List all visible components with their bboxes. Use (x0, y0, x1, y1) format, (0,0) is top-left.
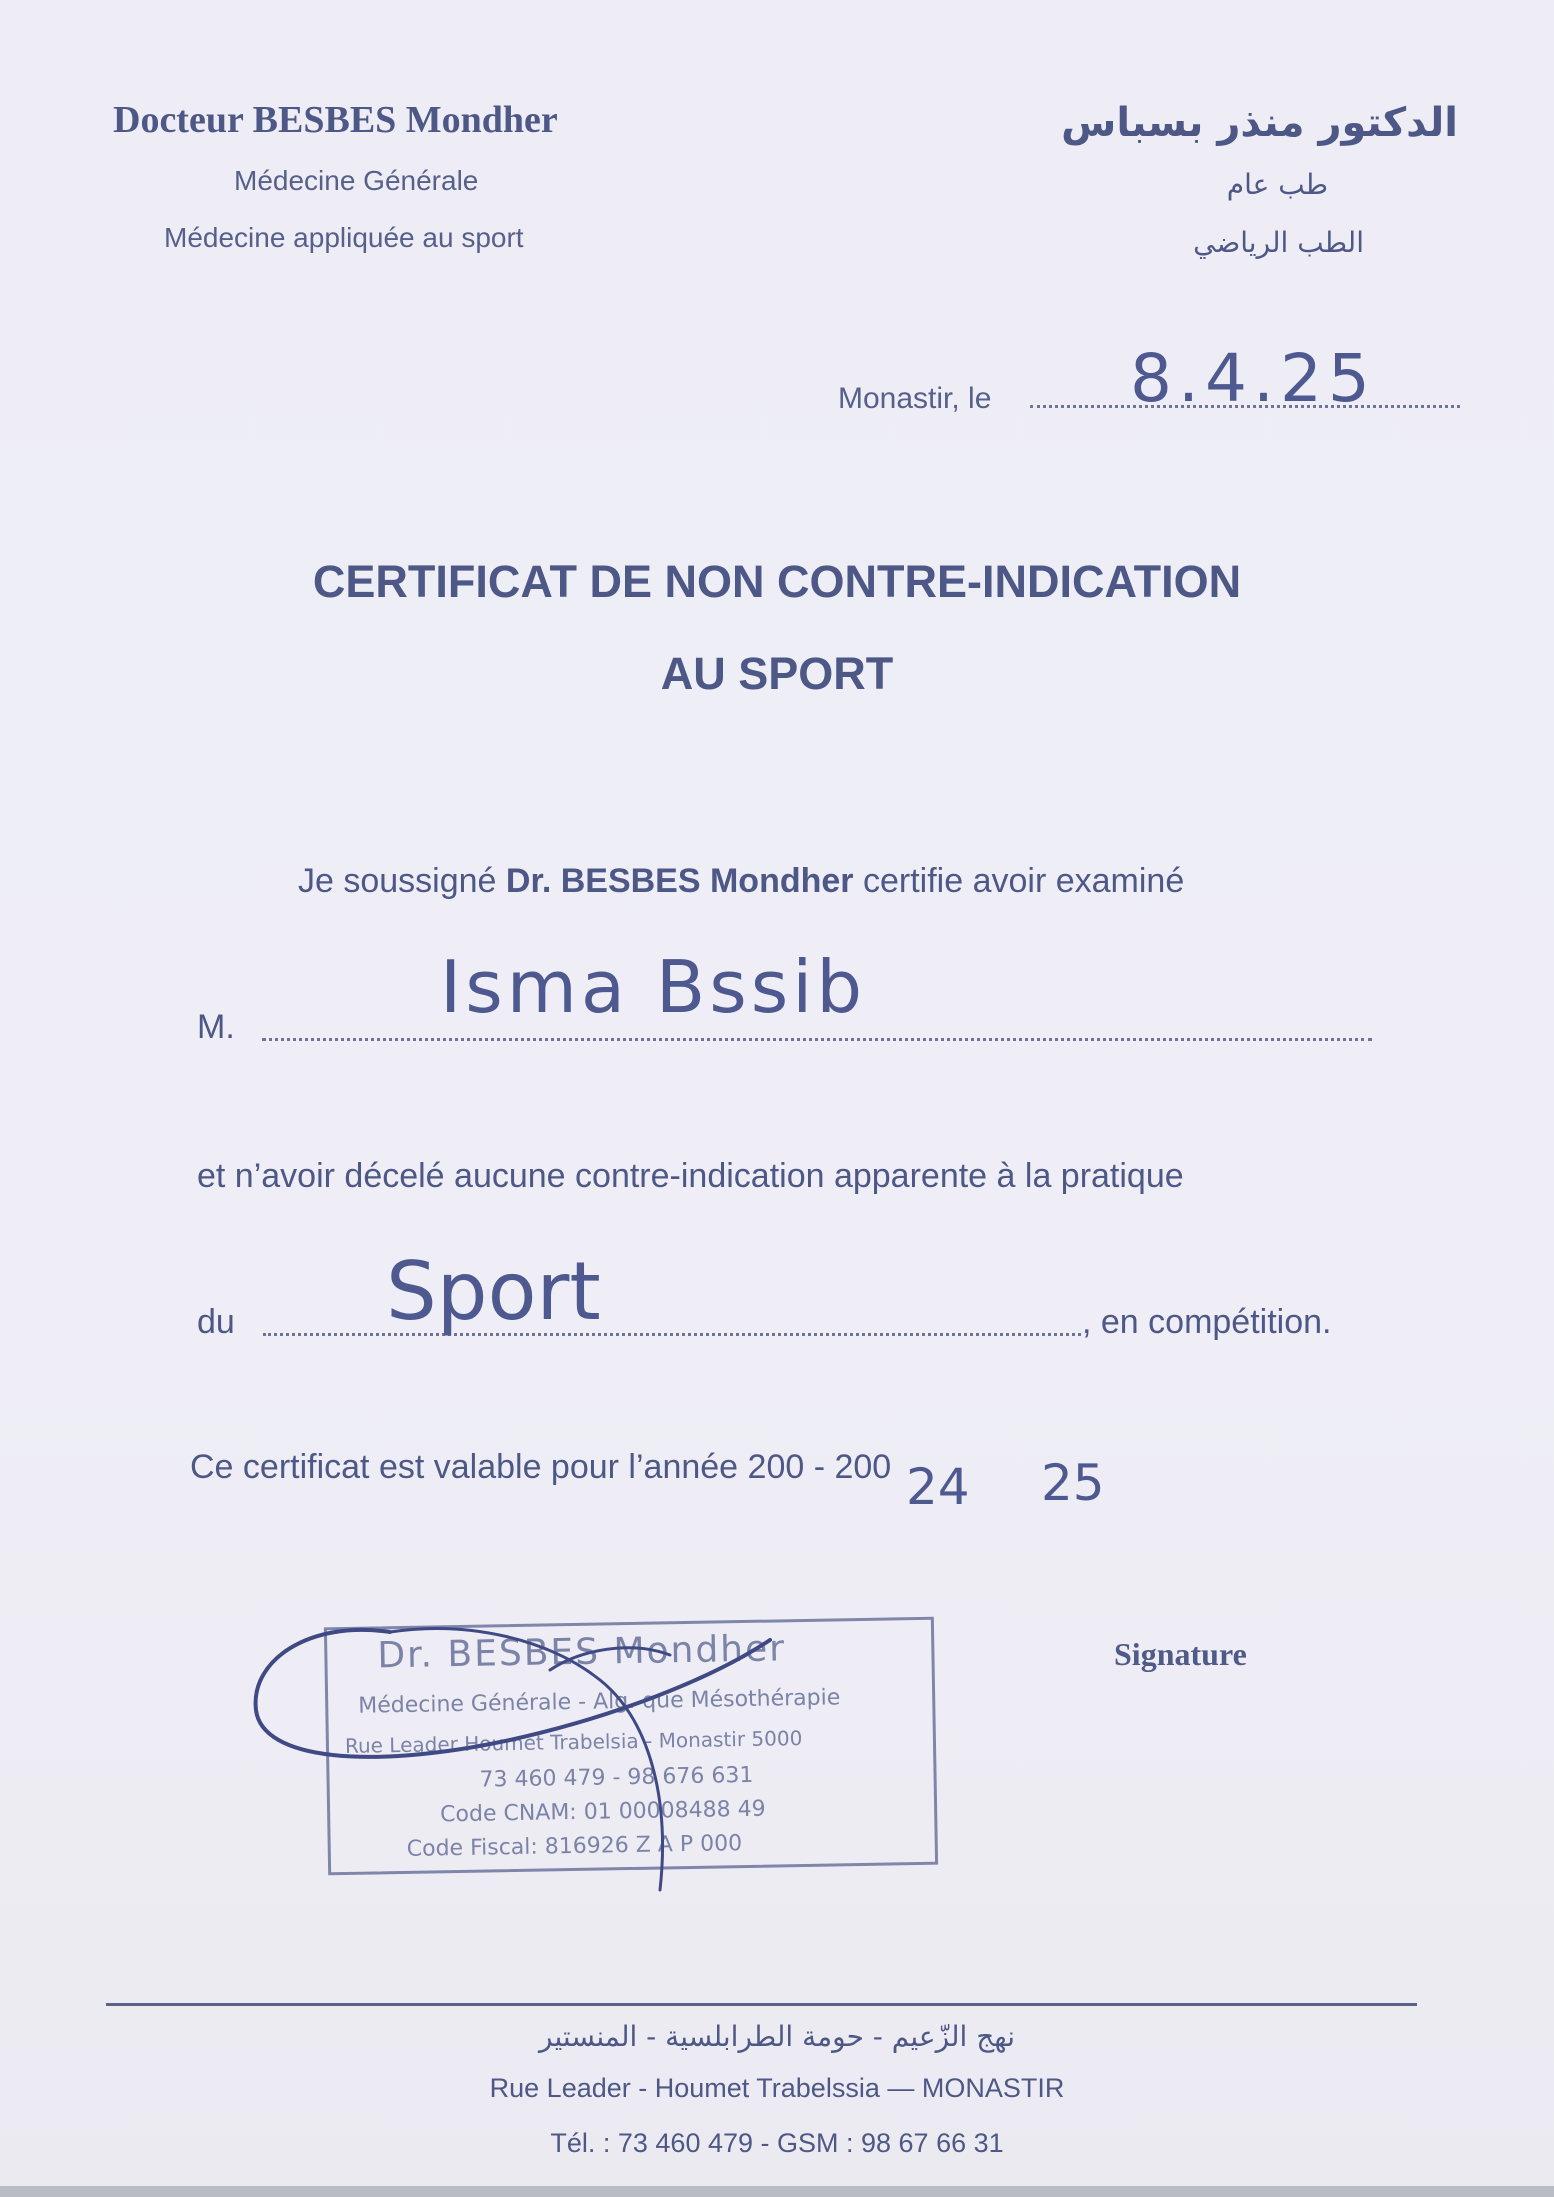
sport-label: du (197, 1303, 235, 1341)
stamp-fiscal-code: Code Fiscal: 816926 Z A P 000 (406, 1831, 743, 1862)
validity-line: Ce certificat est valable pour l’année 200 - 200 (190, 1448, 892, 1486)
footer-divider (106, 2003, 1417, 2006)
handwritten-patient-name: Isma Bssib (440, 945, 867, 1029)
competition-suffix: , en compétition. (1082, 1303, 1332, 1341)
place-date-label: Monastir, le (838, 382, 992, 415)
specialty-general: Médecine Générale (234, 165, 479, 196)
stamp-phones: 73 460 479 - 98 676 631 (479, 1762, 754, 1793)
doctor-name: Docteur BESBES Mondher (113, 99, 558, 141)
attestation-prefix: Je soussigné (298, 862, 497, 900)
handwritten-sport: Sport (386, 1245, 601, 1338)
certificate-subtitle: AU SPORT (660, 648, 894, 699)
handwritten-signature-scribble (250, 1600, 950, 1920)
specialty-sport: Médecine appliquée au sport (164, 222, 524, 253)
patient-label: M. (197, 1008, 235, 1046)
attestation-line (298, 862, 1184, 901)
handwritten-year-end: 25 (1041, 1454, 1105, 1512)
footer-phone: Tél. : 73 460 479 - GSM : 98 67 66 31 (550, 2128, 1004, 2158)
attestation-suffix: certifie avoir examiné (862, 862, 1185, 900)
patient-dotted-line (262, 1038, 1372, 1041)
specialty-general-arabic: طب عام (1226, 168, 1328, 201)
footer-address: Rue Leader - Houmet Trabelssia — MONASTIR (489, 2073, 1065, 2103)
stamp-cnam-code: Code CNAM: 01 00008488 49 (439, 1796, 766, 1828)
certificate-title: CERTIFICAT DE NON CONTRE-INDICATION (312, 556, 1242, 607)
specialty-sport-arabic: الطب الرياضي (1193, 226, 1364, 259)
handwritten-date: 8.4.25 (1130, 340, 1376, 417)
attestation-doctor-name: Dr. BESBES Mondher (505, 862, 854, 900)
stamp-address: Rue Leader Houmet Trabelsia - Monastir 5000 (344, 1726, 803, 1758)
stamp-name: Dr. BESBES Mondher (377, 1628, 787, 1677)
signature-label: Signature (1114, 1636, 1247, 1672)
photo-background-edge (0, 2186, 1554, 2197)
no-contraindication-line: et n’avoir décelé aucune contre-indication apparente à la pratique (197, 1157, 1184, 1195)
footer-address-arabic: نهج الزّعيم - حومة الطرابلسية - المنستير (539, 2020, 1015, 2053)
stamp-specialty: Médecine Générale - Alg. que Mésothérapie (358, 1685, 841, 1719)
doctor-name-arabic: الدكتور منذر بسباس (1061, 100, 1458, 146)
handwritten-year-start: 24 (906, 1458, 970, 1516)
